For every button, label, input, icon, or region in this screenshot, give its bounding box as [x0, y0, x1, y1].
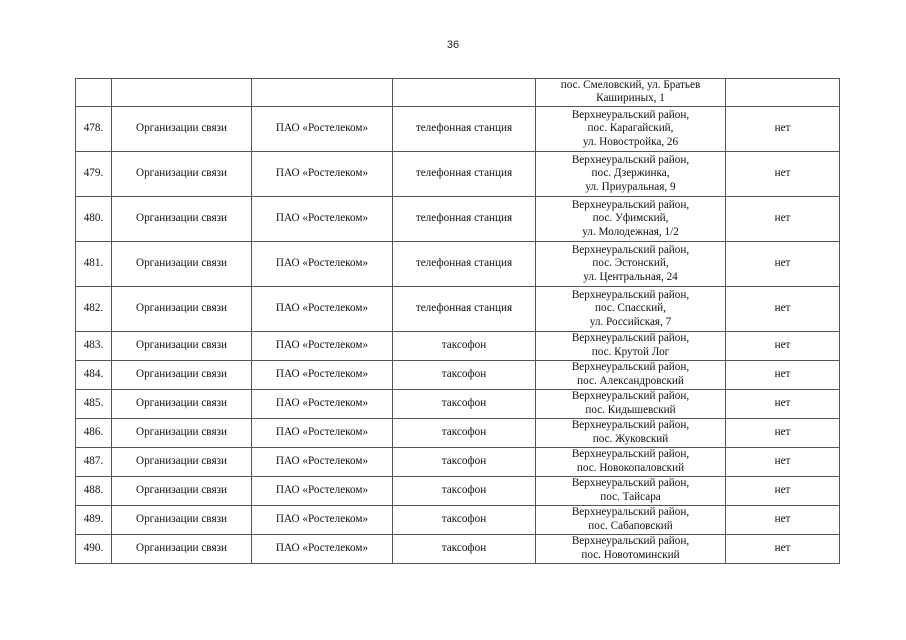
cell-object	[393, 79, 536, 107]
cell-flag: нет	[726, 447, 840, 476]
cell-object: таксофон	[393, 389, 536, 418]
cell-object: таксофон	[393, 505, 536, 534]
facilities-table	[75, 78, 840, 564]
cell-number: 484.	[76, 360, 112, 389]
cell-object: телефонная станция	[393, 286, 536, 331]
cell-category: Организации связи	[112, 151, 252, 196]
cell-flag: нет	[726, 534, 840, 563]
address-line: пос. Новотоминский	[581, 548, 680, 561]
table-row	[76, 505, 840, 534]
table-row	[76, 106, 840, 151]
cell-owner: ПАО «Ростелеком»	[252, 151, 393, 196]
address-line: пос. Смеловский, ул. Братьев	[560, 79, 701, 91]
cell-category: Организации связи	[112, 418, 252, 447]
cell-address	[536, 476, 726, 505]
cell-flag: нет	[726, 106, 840, 151]
cell-object: таксофон	[393, 476, 536, 505]
address-line: пос. Александровский	[577, 374, 684, 387]
cell-owner	[252, 79, 393, 107]
address-line: ул. Приуральная, 9	[585, 180, 676, 193]
cell-number: 485.	[76, 389, 112, 418]
cell-flag: нет	[726, 476, 840, 505]
address-line: Верхнеуральский район,	[571, 198, 690, 211]
table-row	[76, 360, 840, 389]
cell-owner: ПАО «Ростелеком»	[252, 534, 393, 563]
table-row-continued	[76, 79, 840, 107]
cell-object: телефонная станция	[393, 241, 536, 286]
cell-address	[536, 196, 726, 241]
cell-address	[536, 360, 726, 389]
cell-number: 483.	[76, 331, 112, 360]
address-line: пос. Карагайский,	[587, 122, 674, 135]
cell-address	[536, 534, 726, 563]
address-line: Верхнеуральский район,	[571, 361, 690, 374]
address-line: пос. Тайсара	[600, 490, 661, 503]
cell-category: Организации связи	[112, 196, 252, 241]
address-line: Верхнеуральский район,	[571, 288, 690, 301]
cell-number: 480.	[76, 196, 112, 241]
cell-flag: нет	[726, 360, 840, 389]
page-number: 36	[446, 39, 460, 51]
cell-number: 482.	[76, 286, 112, 331]
table-row	[76, 418, 840, 447]
table-row	[76, 331, 840, 360]
address-line: пос. Уфимский,	[592, 212, 669, 225]
address-line: Верхнеуральский район,	[571, 535, 690, 548]
address-line: Верхнеуральский район,	[571, 108, 690, 121]
cell-address	[536, 286, 726, 331]
cell-object: телефонная станция	[393, 151, 536, 196]
address-line: Верхнеуральский район,	[571, 243, 690, 256]
cell-owner: ПАО «Ростелеком»	[252, 286, 393, 331]
cell-owner: ПАО «Ростелеком»	[252, 389, 393, 418]
cell-flag: нет	[726, 331, 840, 360]
address-line: пос. Дзержинка,	[591, 167, 670, 180]
cell-owner: ПАО «Ростелеком»	[252, 106, 393, 151]
cell-category	[112, 79, 252, 107]
cell-address	[536, 151, 726, 196]
cell-owner: ПАО «Ростелеком»	[252, 241, 393, 286]
cell-category: Организации связи	[112, 534, 252, 563]
cell-flag: нет	[726, 241, 840, 286]
address-line: пос. Жуковский	[592, 432, 669, 445]
cell-number: 489.	[76, 505, 112, 534]
cell-number: 479.	[76, 151, 112, 196]
address-line: пос. Новокопаловский	[576, 461, 685, 474]
cell-flag	[726, 79, 840, 107]
address-line: пос. Спасский,	[595, 302, 666, 315]
cell-number: 488.	[76, 476, 112, 505]
address-line: Верхнеуральский район,	[571, 506, 690, 519]
cell-address	[536, 106, 726, 151]
cell-object: телефонная станция	[393, 106, 536, 151]
cell-owner: ПАО «Ростелеком»	[252, 418, 393, 447]
table-row	[76, 447, 840, 476]
cell-owner: ПАО «Ростелеком»	[252, 505, 393, 534]
cell-category: Организации связи	[112, 505, 252, 534]
cell-category: Организации связи	[112, 106, 252, 151]
address-line: Верхнеуральский район,	[571, 448, 690, 461]
cell-flag: нет	[726, 151, 840, 196]
cell-owner: ПАО «Ростелеком»	[252, 196, 393, 241]
cell-category: Организации связи	[112, 360, 252, 389]
cell-address	[536, 79, 726, 107]
cell-object: таксофон	[393, 418, 536, 447]
cell-owner: ПАО «Ростелеком»	[252, 447, 393, 476]
cell-owner: ПАО «Ростелеком»	[252, 360, 393, 389]
cell-category: Организации связи	[112, 241, 252, 286]
cell-address	[536, 241, 726, 286]
cell-number: 487.	[76, 447, 112, 476]
table-row	[76, 196, 840, 241]
cell-address	[536, 389, 726, 418]
table-row	[76, 534, 840, 563]
cell-number	[76, 79, 112, 107]
cell-address	[536, 505, 726, 534]
table-row	[76, 151, 840, 196]
cell-flag: нет	[726, 196, 840, 241]
cell-number: 490.	[76, 534, 112, 563]
cell-object: таксофон	[393, 447, 536, 476]
cell-category: Организации связи	[112, 447, 252, 476]
address-line: ул. Центральная, 24	[583, 270, 678, 283]
cell-category: Организации связи	[112, 389, 252, 418]
table-row	[76, 389, 840, 418]
table-body	[76, 79, 840, 564]
cell-object: таксофон	[393, 534, 536, 563]
cell-address	[536, 447, 726, 476]
cell-flag: нет	[726, 505, 840, 534]
address-line: Верхнеуральский район,	[571, 390, 690, 403]
address-line: пос. Кидышевский	[585, 403, 676, 416]
table-row	[76, 476, 840, 505]
cell-number: 481.	[76, 241, 112, 286]
address-line: Верхнеуральский район,	[571, 419, 690, 432]
address-line: Верхнеуральский район,	[571, 477, 690, 490]
cell-number: 478.	[76, 106, 112, 151]
address-line: пос. Эстонский,	[592, 257, 669, 270]
address-line: ул. Молодежная, 1/2	[582, 225, 679, 238]
cell-flag: нет	[726, 389, 840, 418]
address-line: Кашириных, 1	[596, 92, 665, 105]
address-line: пос. Крутой Лог	[591, 345, 670, 358]
cell-flag: нет	[726, 286, 840, 331]
cell-object: таксофон	[393, 360, 536, 389]
cell-object: таксофон	[393, 331, 536, 360]
cell-address	[536, 418, 726, 447]
cell-owner: ПАО «Ростелеком»	[252, 476, 393, 505]
table-row	[76, 241, 840, 286]
address-line: ул. Новостройка, 26	[582, 135, 679, 148]
cell-number: 486.	[76, 418, 112, 447]
cell-category: Организации связи	[112, 331, 252, 360]
address-line: ул. Российская, 7	[589, 315, 672, 328]
address-line: Верхнеуральский район,	[571, 332, 690, 345]
cell-category: Организации связи	[112, 286, 252, 331]
address-line: Верхнеуральский район,	[571, 153, 690, 166]
cell-object: телефонная станция	[393, 196, 536, 241]
cell-owner: ПАО «Ростелеком»	[252, 331, 393, 360]
address-line: пос. Сабаповский	[588, 519, 673, 532]
cell-category: Организации связи	[112, 476, 252, 505]
table-row	[76, 286, 840, 331]
cell-flag: нет	[726, 418, 840, 447]
cell-address	[536, 331, 726, 360]
